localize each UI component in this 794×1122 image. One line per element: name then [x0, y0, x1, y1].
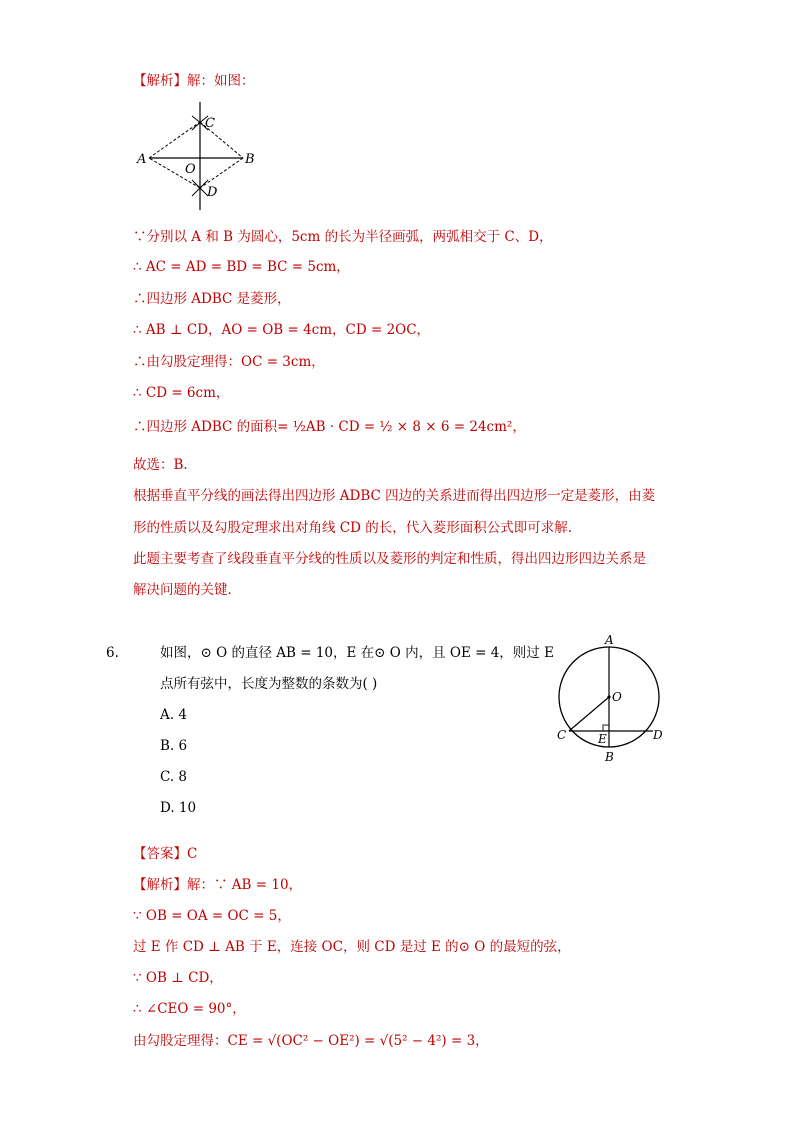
- label-o: O: [612, 690, 622, 704]
- solution-line-6: ∴ CD = 6cm，: [133, 385, 230, 401]
- label-o: O: [185, 162, 196, 177]
- option-d: D. 10: [160, 800, 197, 816]
- label-e: E: [598, 732, 607, 746]
- summary-line-2: 形的性质以及勾股定理求出对角线 CD 的长，代入菱形面积公式即可求解.: [133, 520, 573, 536]
- question-stem-line-1: 如图，⊙ O 的直径 AB = 10，E 在⊙ O 内，且 OE = 4，则过 E: [160, 645, 554, 661]
- analysis-heading: 【解析】解：如图：: [133, 73, 255, 89]
- label-a: A: [605, 633, 614, 647]
- analysis-line-2: ∵ OB = OA = OC = 5，: [133, 908, 291, 924]
- analysis-line-1: 【解析】解：∵ AB = 10，: [133, 877, 303, 893]
- option-a: A. 4: [160, 707, 187, 723]
- rhombus-construction-figure: [135, 100, 265, 212]
- answer-line: 【答案】C: [133, 846, 198, 862]
- label-b: B: [245, 152, 255, 167]
- label-b: B: [605, 750, 614, 764]
- label-d: D: [653, 728, 663, 742]
- summary-line-1: 根据垂直平分线的画法得出四边形 ADBC 四边的关系进而得出四边形一定是菱形，由菱: [133, 488, 656, 504]
- label-a: A: [137, 152, 147, 167]
- choice-line: 故选：B.: [133, 457, 188, 473]
- option-c: C. 8: [160, 769, 188, 785]
- analysis-line-3: 过 E 作 CD ⊥ AB 于 E，连接 OC，则 CD 是过 E 的⊙ O 的最短的弦，: [133, 939, 571, 955]
- analysis-line-4: ∵ OB ⊥ CD，: [133, 970, 223, 986]
- solution-line-7: ∴四边形 ADBC 的面积= ½AB · CD = ½ × 8 × 6 = 24cm²，: [133, 419, 526, 435]
- solution-line-2: ∴ AC = AD = BD = BC = 5cm，: [133, 259, 350, 275]
- summary-line-3: 此题主要考查了线段垂直平分线的性质以及菱形的判定和性质，得出四边形四边关系是: [133, 551, 646, 567]
- solution-line-1: ∵分别以 A 和 B 为圆心，5cm 的长为半径画弧，两弧相交于 C、D，: [133, 229, 553, 245]
- label-c: C: [557, 728, 567, 742]
- label-d: D: [207, 185, 218, 200]
- label-c: C: [205, 116, 215, 131]
- solution-line-4: ∴ AB ⊥ CD，AO = OB = 4cm，CD = 2OC，: [133, 322, 431, 338]
- solution-line-5: ∴由勾股定理得：OC = 3cm，: [133, 354, 325, 370]
- summary-line-4: 解决问题的关键.: [133, 582, 232, 598]
- solution-line-3: ∴四边形 ADBC 是菱形，: [133, 291, 291, 307]
- question-stem-line-2: 点所有弦中，长度为整数的条数为( ): [160, 676, 378, 692]
- option-b: B. 6: [160, 738, 188, 754]
- analysis-line-6: 由勾股定理得：CE = √(OC² − OE²) = √(5² − 4²) = 3，: [133, 1033, 489, 1049]
- analysis-line-5: ∴ ∠CEO = 90°，: [133, 1001, 246, 1017]
- circle-chord-figure: [555, 630, 700, 770]
- question-number: 6.: [106, 645, 119, 661]
